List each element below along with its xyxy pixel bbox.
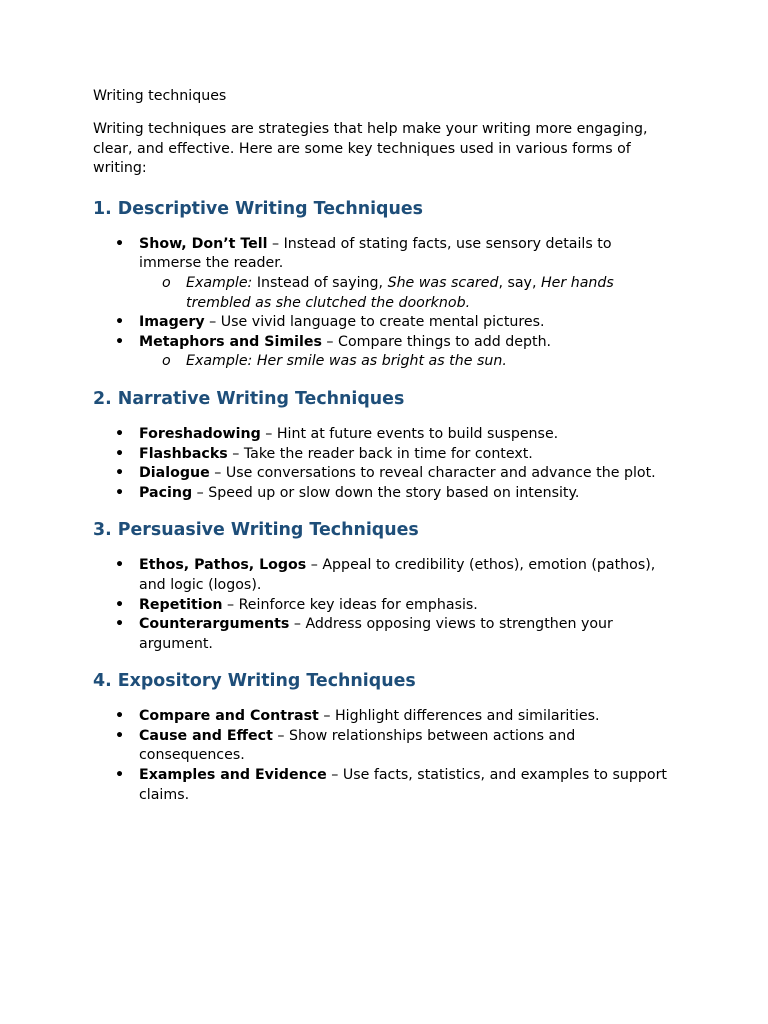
section-narrative	[93, 387, 672, 503]
bullet-icon: •	[115, 767, 125, 784]
sub-list-item	[93, 352, 672, 372]
technique-description: – Reinforce key ideas for emphasis.	[222, 596, 478, 613]
bullet-icon: •	[115, 484, 125, 501]
technique-term: Counterarguments	[139, 616, 290, 633]
bullet-icon: •	[115, 235, 125, 252]
technique-term: Flashbacks	[139, 445, 228, 462]
technique-term: Dialogue	[139, 465, 210, 482]
example-prefix: Example:	[186, 274, 253, 291]
sub-bullet-icon: o	[162, 353, 171, 370]
list-item	[93, 556, 672, 595]
technique-description: – Instead of stating facts, use sensory details to immerse the reader.	[139, 235, 612, 272]
technique-description: – Highlight differences and similarities.	[318, 708, 600, 725]
technique-term: Examples and Evidence	[139, 767, 327, 784]
list-item	[93, 445, 672, 465]
technique-description: – Use facts, statistics, and examples to support claims.	[139, 767, 667, 803]
technique-term: Repetition	[139, 596, 223, 613]
technique-term: Compare and Contrast	[139, 708, 319, 725]
list-item	[93, 333, 672, 372]
example-text: Instead of saying,	[252, 274, 388, 291]
intro-paragraph: Writing techniques are strategies that help make your writing more engaging, clear, and effective. Here are some key techniques used in various forms of writing:	[93, 121, 648, 177]
list-item	[93, 596, 672, 616]
bullet-icon: •	[115, 616, 125, 633]
section-heading: 2. Narrative Writing Techniques	[93, 388, 405, 409]
technique-term: Show, Don’t Tell	[139, 235, 268, 252]
bullet-icon: •	[115, 465, 125, 482]
sub-list-item	[93, 274, 672, 313]
bullet-icon: •	[115, 557, 125, 574]
example-quote: Her hands trembled as she clutched the doorknob.	[186, 274, 614, 311]
technique-description: – Speed up or slow down the story based on intensity.	[192, 484, 580, 501]
bullet-icon: •	[115, 596, 125, 613]
list-item	[93, 707, 672, 727]
technique-list	[93, 556, 672, 654]
technique-description: – Use vivid language to create mental pictures.	[204, 314, 545, 331]
technique-term: Ethos, Pathos, Logos	[139, 557, 307, 574]
technique-list	[93, 425, 672, 503]
section-persuasive	[93, 518, 672, 654]
bullet-icon: •	[115, 333, 125, 350]
technique-description: – Appeal to credibility (ethos), emotion (pathos), and logic (logos).	[139, 557, 656, 593]
list-item	[93, 484, 672, 504]
section-heading: 3. Persuasive Writing Techniques	[93, 520, 419, 541]
technique-description: – Take the reader back in time for context.	[227, 445, 533, 462]
section-expository	[93, 669, 672, 805]
section-heading: 1. Descriptive Writing Techniques	[93, 198, 424, 219]
technique-list	[93, 707, 672, 805]
bullet-icon: •	[115, 708, 125, 725]
list-item	[93, 235, 672, 313]
bullet-icon: •	[115, 727, 125, 744]
document-title: Writing techniques	[93, 88, 227, 104]
section-descriptive	[93, 197, 672, 372]
example-text: , say,	[498, 274, 541, 291]
technique-description: – Address opposing views to strengthen your argument.	[139, 616, 613, 652]
example-quote: She was scared	[387, 274, 499, 291]
technique-description: – Show relationships between actions and consequences.	[139, 727, 576, 764]
technique-term: Foreshadowing	[139, 425, 261, 442]
technique-term: Cause and Effect	[139, 727, 273, 744]
list-item	[93, 313, 672, 333]
example-text: Example: Her smile was as bright as the sun.	[186, 353, 507, 370]
bullet-icon: •	[115, 425, 125, 442]
list-item	[93, 615, 672, 654]
sub-bullet-icon: o	[162, 274, 171, 291]
technique-description: – Compare things to add depth.	[321, 333, 552, 350]
bullet-icon: •	[115, 314, 125, 331]
technique-description: – Use conversations to reveal character and advance the plot.	[209, 465, 656, 482]
technique-description: – Hint at future events to build suspense.	[260, 425, 559, 442]
technique-term: Imagery	[139, 314, 205, 331]
bullet-icon: •	[115, 445, 125, 462]
technique-term: Metaphors and Similes	[139, 333, 322, 350]
section-heading: 4. Expository Writing Techniques	[93, 671, 416, 692]
list-item	[93, 766, 672, 805]
list-item	[93, 425, 672, 445]
technique-list	[93, 235, 672, 372]
list-item	[93, 727, 672, 766]
list-item	[93, 464, 672, 484]
technique-term: Pacing	[139, 484, 193, 501]
